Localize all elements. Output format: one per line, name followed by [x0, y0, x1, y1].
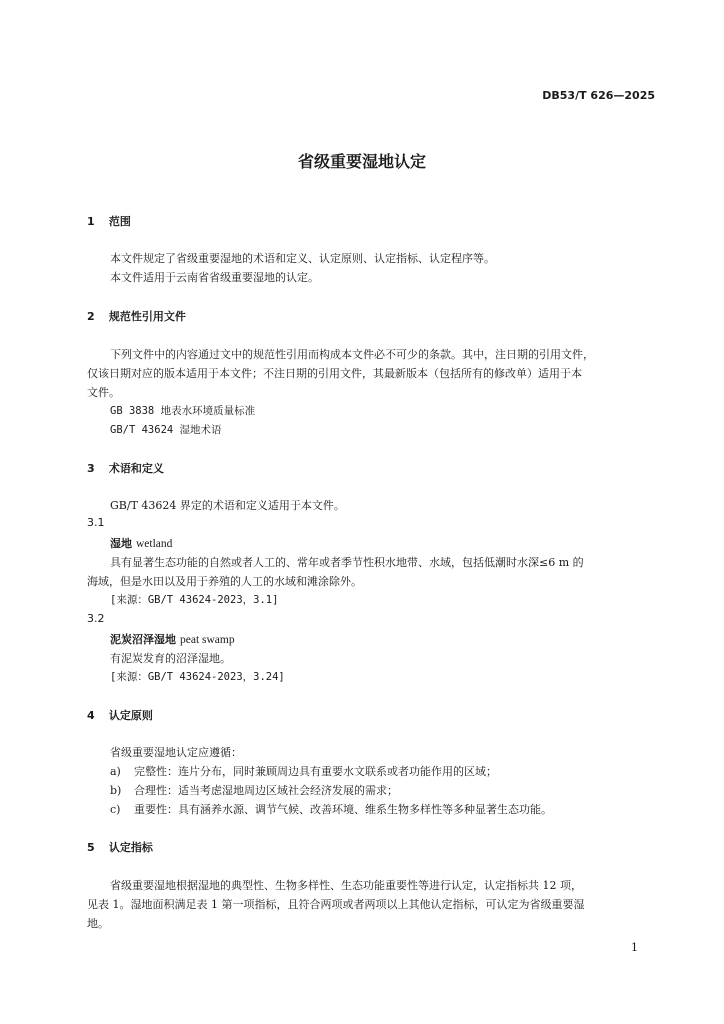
- term-number: 3.1: [87, 516, 105, 529]
- section-title: 范围: [108, 215, 131, 228]
- paragraph-line: 地。: [87, 917, 109, 930]
- paragraph: 本文件适用于云南省省级重要湿地的认定。: [110, 271, 319, 284]
- list-item: [110, 801, 552, 817]
- normative-reference: GB/T 43624 湿地术语: [110, 424, 222, 436]
- section-number: 3: [87, 462, 95, 475]
- paragraph-line: 下列文件中的内容通过文中的规范性引用而构成本文件必不可少的条款。其中，注日期的引用文件，: [110, 348, 594, 361]
- list-marker: a): [110, 765, 121, 778]
- section-heading-5: [87, 839, 153, 855]
- standard-number: DB53/T 626—2025: [542, 89, 655, 102]
- term-source: [来源：GB/T 43624-2023，3.24]: [110, 671, 285, 683]
- list-text: 完整性：连片分布，同时兼顾周边具有重要水文联系或者功能作用的区域；: [134, 765, 497, 778]
- list-item: [110, 763, 497, 779]
- section-number: 5: [87, 841, 95, 854]
- term-source: [来源：GB/T 43624-2023，3.1]: [110, 594, 279, 606]
- section-heading-1: [87, 213, 131, 229]
- section-title: 认定原则: [108, 709, 153, 722]
- term-heading: [110, 631, 235, 647]
- section-title: 术语和定义: [108, 462, 164, 475]
- term-heading: [110, 535, 172, 551]
- term-en: wetland: [136, 538, 173, 550]
- paragraph-line: 文件。: [87, 386, 120, 399]
- document-title: 省级重要湿地认定: [297, 152, 426, 171]
- list-item: [110, 782, 398, 798]
- section-title: 规范性引用文件: [108, 310, 186, 323]
- normative-reference: GB 3838 地表水环境质量标准: [110, 405, 256, 417]
- paragraph-line: 省级重要湿地根据湿地的典型性、生物多样性、生态功能重要性等进行认定，认定指标共 12 项，: [110, 879, 582, 892]
- paragraph: GB/T 43624 界定的术语和定义适用于本文件。: [110, 499, 345, 512]
- term-definition-line: 海域，但是水田以及用于养殖的人工的水域和滩涂除外。: [87, 575, 362, 588]
- section-title: 认定指标: [108, 841, 153, 854]
- paragraph-line: 仅该日期对应的版本适用于本文件；不注日期的引用文件，其最新版本（包括所有的修改单）适用于本: [87, 367, 582, 380]
- section-heading-2: [87, 308, 186, 324]
- term-definition-line: 具有显著生态功能的自然或者人工的、常年或者季节性积水地带、水域，包括低潮时水深≤6 m 的: [110, 556, 584, 569]
- paragraph-line: 见表 1。湿地面积满足表 1 第一项指标，且符合两项或者两项以上其他认定指标，可认定为省级重要湿: [87, 898, 585, 911]
- list-text: 重要性：具有涵养水源、调节气候、改善环境、维系生物多样性等多种显著生态功能。: [134, 803, 552, 816]
- page-number: 1: [631, 941, 638, 954]
- term-en: peat swamp: [180, 634, 235, 646]
- list-marker: c): [110, 803, 121, 816]
- section-number: 4: [87, 709, 95, 722]
- section-number: 2: [87, 310, 95, 323]
- section-heading-3: [87, 460, 164, 476]
- term-zh: 泥炭沼泽湿地: [110, 633, 176, 646]
- term-number: 3.2: [87, 612, 105, 625]
- section-heading-4: [87, 707, 153, 723]
- term-definition: 有泥炭发育的沼泽湿地。: [110, 652, 231, 665]
- paragraph: 本文件规定了省级重要湿地的术语和定义、认定原则、认定指标、认定程序等。: [110, 252, 495, 265]
- paragraph: 省级重要湿地认定应遵循：: [110, 746, 242, 759]
- list-text: 合理性：适当考虑湿地周边区域社会经济发展的需求；: [134, 784, 398, 797]
- section-number: 1: [87, 215, 95, 228]
- list-marker: b): [110, 784, 122, 797]
- term-zh: 湿地: [110, 537, 132, 550]
